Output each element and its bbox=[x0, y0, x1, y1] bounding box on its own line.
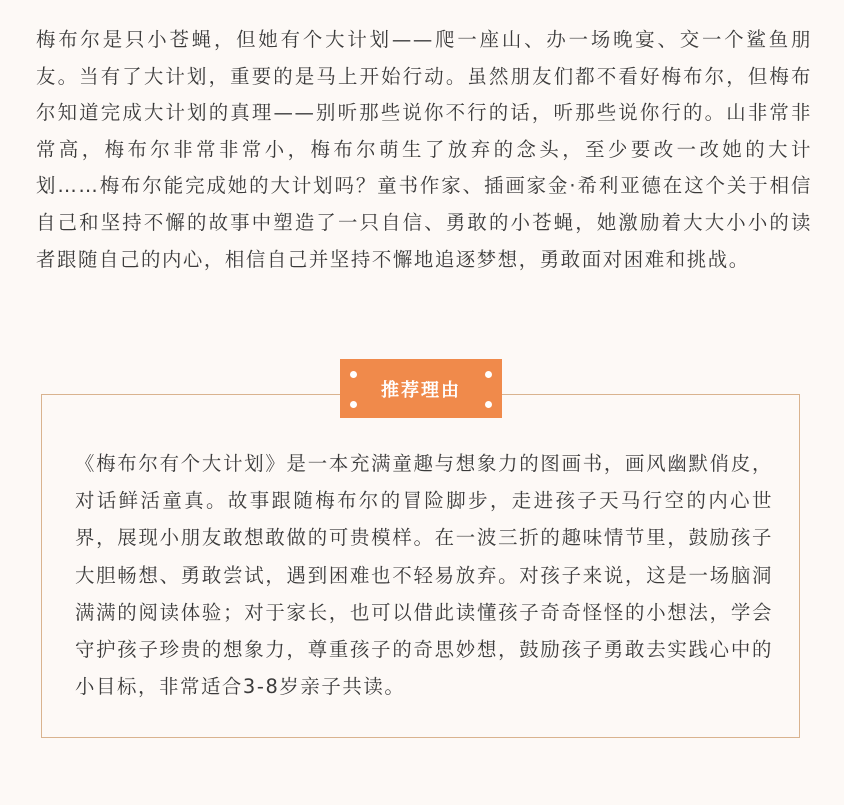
recommendation-title: 推荐理由 bbox=[381, 379, 461, 401]
dot-icon bbox=[350, 401, 357, 408]
intro-paragraph: 梅布尔是只小苍蝇，但她有个大计划——爬一座山、办一场晚宴、交一个鲨鱼朋友。当有了大计划，重要的是马上开始行动。虽然朋友们都不看好梅布尔，但梅布尔知道完成大计划的真理——别听那些说你不行的话，听那些说你行的。山非常非常高，梅布尔非常非常小，梅布尔萌生了放弃的念头，至少要改一改她的大计划……梅布尔能完成她的大计划吗？童书作家、插画家金·希利亚德在这个关于相信自己和坚持不懈的故事中塑造了一只自信、勇敢的小苍蝇，她激励着大大小小的读者跟随自己的内心，相信自己并坚持不懈地追逐梦想，勇敢面对困难和挑战。 bbox=[36, 28, 812, 271]
dot-icon bbox=[485, 401, 492, 408]
recommendation-title-tag bbox=[340, 359, 502, 418]
dot-icon bbox=[350, 371, 357, 378]
dot-icon bbox=[485, 371, 492, 378]
recommendation-paragraph: 《梅布尔有个大计划》是一本充满童趣与想象力的图画书，画风幽默俏皮，对话鲜活童真。故事跟随梅布尔的冒险脚步，走进孩子天马行空的内心世界，展现小朋友敢想敢做的可贵模样。在一波三折的趣味情节里，鼓励孩子大胆畅想、勇敢尝试，遇到困难也不轻易放弃。对孩子来说，这是一场脑洞满满的阅读体验；对于家长，也可以借此读懂孩子奇奇怪怪的小想法，学会守护孩子珍贵的想象力，尊重孩子的奇思妙想，鼓励孩子勇敢去实践心中的小目标，非常适合3-8岁亲子共读。 bbox=[75, 452, 773, 699]
